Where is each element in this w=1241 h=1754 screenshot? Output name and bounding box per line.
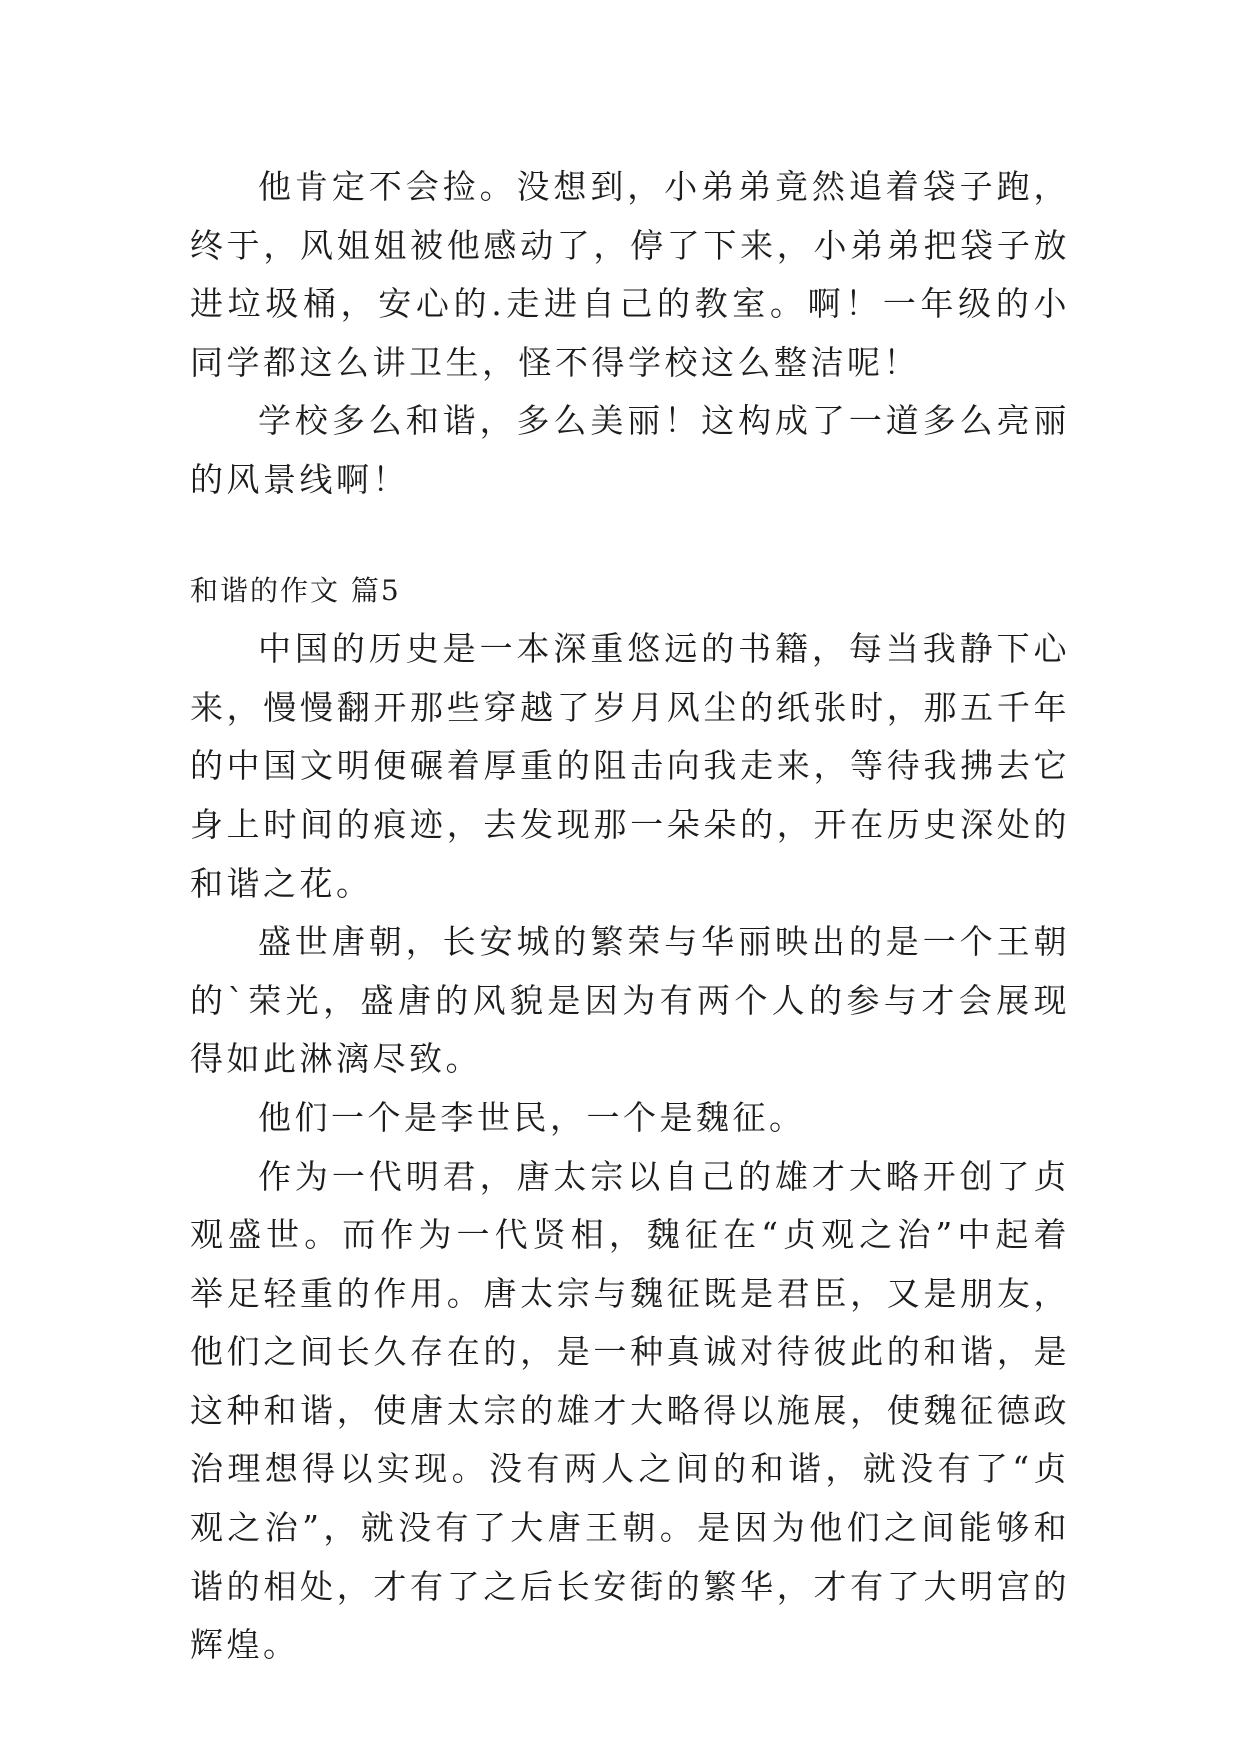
paragraph-school-harmony: 学校多么和谐，多么美丽！这构成了一道多么亮丽的风景线啊！	[190, 401, 1070, 499]
paragraph-chinese-history: 中国的历史是一本深重悠远的书籍，每当我静下心来，慢慢翻开那些穿越了岁月风尘的纸张时，那五千年的中国文明便碾着厚重的阻击向我走来，等待我拂去它身上时间的痕迹，去发现那一朵朵的，开在历史深处的和谐之花。	[190, 629, 1070, 903]
paragraph-clean-bag: 他肯定不会捡。没想到，小弟弟竟然追着袋子跑，终于，风姐姐被他感动了，停了下来，小弟弟把袋子放进垃圾桶，安心的.走进自己的教室。啊！一年级的小同学都这么讲卫生，怪不得学校这么整洁呢！	[190, 167, 1070, 382]
section-title: 和谐的作文 篇5	[190, 573, 401, 607]
paragraph-two-people: 他们一个是李世民，一个是魏征。	[258, 1097, 806, 1137]
paragraph-tang-dynasty: 盛世唐朝，长安城的繁荣与华丽映出的是一个王朝的`荣光，盛唐的风貌是因为有两个人的参与才会展现得如此淋漓尽致。	[190, 922, 1070, 1079]
document-body	[190, 158, 1070, 1675]
paragraph-zhenguan: 作为一代明君，唐太宗以自己的雄才大略开创了贞观盛世。而作为一代贤相，魏征在“贞观之治”中起着举足轻重的作用。唐太宗与魏征既是君臣，又是朋友，他们之间长久存在的，是一种真诚对待彼此的和谐，是这种和谐，使唐太宗的雄才大略得以施展，使魏征德政治理想得以实现。没有两人之间的和谐，就没有了“贞观之治”，就没有了大唐王朝。是因为他们之间能够和谐的相处，才有了之后长安街的繁华，才有了大明宫的辉煌。	[190, 1156, 1070, 1665]
